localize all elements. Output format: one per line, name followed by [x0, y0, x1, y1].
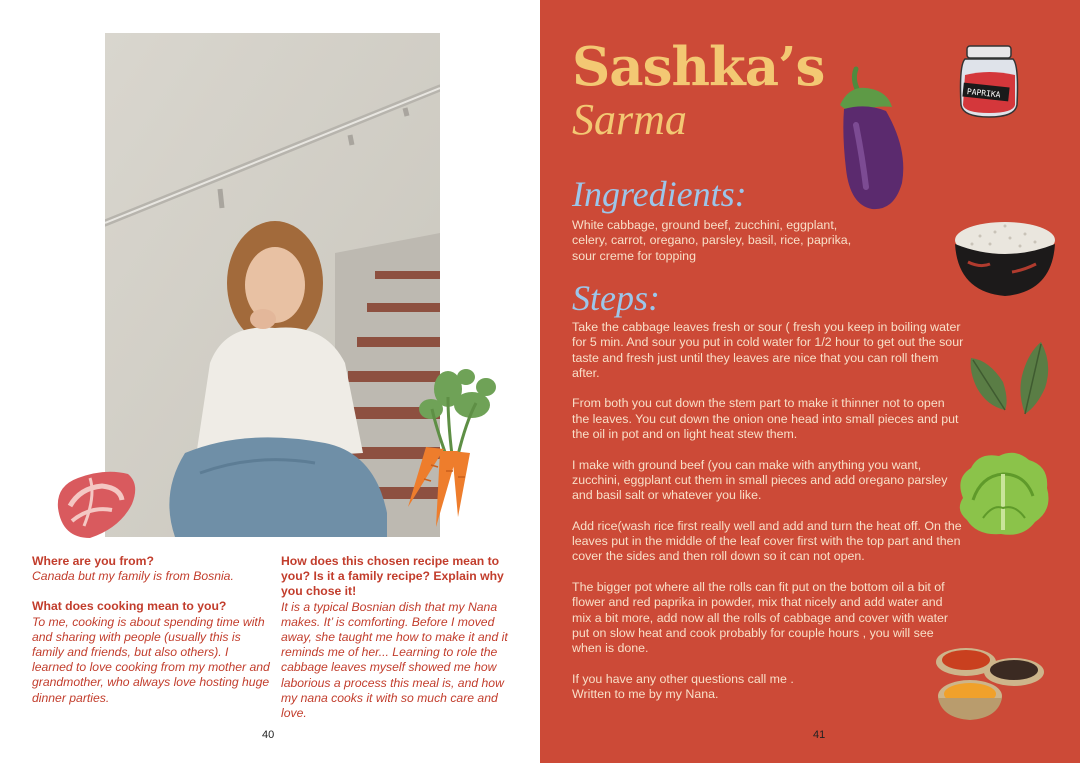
page-number-left: 40 — [262, 729, 275, 741]
page-number-right: 41 — [813, 729, 826, 741]
step-2: From both you cut down the stem part to make it thinner not to open the leaves. You cut down the onion one head into small pieces and put the oil in pot and on light heat stew them. — [572, 396, 959, 442]
steps-heading: Steps: — [572, 278, 660, 318]
steps-list — [572, 320, 964, 718]
eggplant-icon — [826, 65, 910, 215]
rice-bowl-icon — [950, 212, 1060, 302]
step-5: The bigger pot where all the rolls can fit put on the bottom oil a bit of flower and red paprika in powder, mix that nicely and add water and mix a bit more, add now all the rolls of cabbage and cover with water put on slow heat and cook probably for couple hours , you will see when is done. — [572, 580, 949, 656]
question-origin: Where are you from? — [32, 554, 154, 568]
answer-origin: Canada but my family is from Bosnia. — [32, 569, 234, 584]
paprika-jar-icon — [955, 43, 1023, 121]
answer-recipe-meaning: It is a typical Bosnian dish that my Nana makes. It’ is comforting. Before I moved away, she taught me how to make it and it reminds me of her... Learning to role the cabbage leaves myself showed me how laborious a process this meal is, and how my nana cooks it with so much care and love. — [281, 599, 508, 721]
step-3: I make with ground beef (you can make with anything you want, zucchini, eggplant cut them in small pieces and add oregano parsley and basil salt or whatever you like. — [572, 457, 948, 503]
question-recipe-meaning: How does this chosen recipe mean to you? Is it a family recipe? Explain why you chose it! — [281, 554, 504, 599]
qa-column-1 — [32, 554, 270, 706]
recipe-title: Sashka’s — [572, 36, 825, 98]
ingredients-list: White cabbage, ground beef, zucchini, eggplant, celery, carrot, oregano, parsley, basil, rice, paprika, sour creme for topping — [572, 218, 852, 263]
ingredients-heading: Ingredients: — [572, 174, 747, 214]
qa-column-2 — [281, 554, 517, 721]
step-1: Take the cabbage leaves fresh or sour ( fresh you keep in boiling water for 5 min. And sour you put in cold water for 1/2 hour to get out the sour taste and fresh just until they leaves are nice that you can roll them after. — [572, 320, 964, 380]
recipe-subtitle: Sarma — [572, 95, 687, 144]
meat-icon — [50, 466, 140, 546]
question-cooking-meaning: What does cooking mean to you? — [32, 599, 227, 614]
lettuce-icon — [953, 448, 1053, 538]
answer-cooking-meaning: To me, cooking is about spending time with and sharing with people (usually this is family and friends, but also others). I learned to love cooking from my mother and grandmother, who always love hosting huge dinner parties. — [32, 614, 270, 705]
paprika-label: PAPRIKA — [966, 87, 1001, 100]
step-4: Add rice(wash rice first really well and add and turn the heat off. On the leaves put in the middle of the leaf cover first with the top part and then cover the sides and then roll down so it can not open. — [572, 518, 962, 564]
carrot-icon — [386, 367, 506, 532]
bay-leaves-icon — [965, 340, 1055, 418]
step-6: If you have any other questions call me . Written to me by my Nana. — [572, 671, 794, 702]
spice-bowls-icon — [928, 640, 1048, 722]
